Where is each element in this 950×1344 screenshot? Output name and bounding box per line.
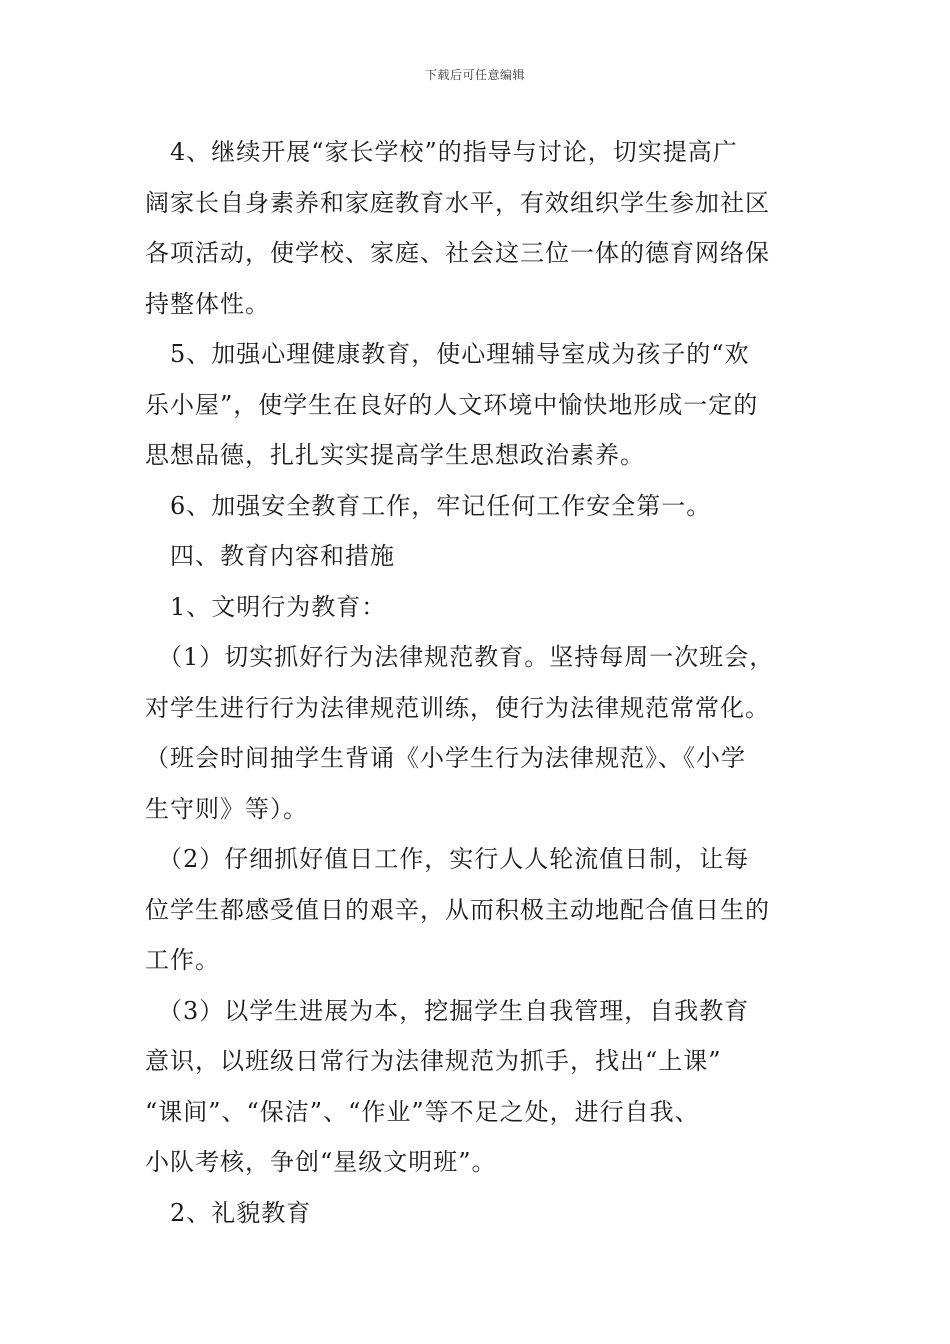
text-line: （3）以学生进展为本，挖掘学生自我管理，自我教育 xyxy=(145,996,750,1025)
text-line: 阔家长自身素养和家庭教育水平，有效组织学生参加社区 xyxy=(145,188,770,217)
subsection-heading: 1、文明行为教育： xyxy=(145,592,387,621)
text-line: 5、加强心理健康教育，使心理辅导室成为孩子的“欢 xyxy=(145,340,750,368)
section-heading: 四、教育内容和措施 xyxy=(145,542,395,570)
text-line: 持整体性。 xyxy=(145,289,270,318)
page-header: 下载后可任意编辑 xyxy=(424,68,525,82)
text-line: “课间”、“保洁”、“作业”等不足之处，进行自我、 xyxy=(145,1097,700,1126)
text-line: 思想品德，扎扎实实提高学生思想政治素养。 xyxy=(145,441,645,469)
text-line: （2）仔细抓好值日工作，实行人人轮流值日制，让每 xyxy=(145,845,750,873)
text-line: （1）切实抓好行为法律规范教育。坚持每周一次班会， xyxy=(145,643,775,671)
text-line: 4、继续开展“家长学校”的指导与讨论，切实提高广 xyxy=(145,138,738,166)
text-line: 意识，以班级日常行为法律规范为抓手，找出“上课” xyxy=(145,1047,722,1075)
text-line: 生守则》等）。 xyxy=(145,794,308,823)
text-line: 工作。 xyxy=(145,946,220,974)
text-line: 位学生都感受值日的艰辛，从而积极主动地配合值日生的 xyxy=(145,895,770,924)
text-line: 6、加强安全教育工作，牢记任何工作安全第一。 xyxy=(145,491,712,520)
text-line: 各项活动，使学校、家庭、社会这三位一体的德育网络保 xyxy=(145,239,770,267)
subsection-heading: 2、礼貌教育 xyxy=(145,1198,312,1227)
text-line: （班会时间抽学生背诵《小学生行为法律规范》、《小学 xyxy=(145,744,746,772)
text-line: 对学生进行行为法律规范训练，使行为法律规范常常化。 xyxy=(145,693,770,722)
text-line: 乐小屋”，使学生在良好的人文环境中愉快地形成一定的 xyxy=(145,390,759,419)
document-body xyxy=(145,127,813,1238)
text-line: 小队考核，争创“星级文明班”。 xyxy=(145,1148,497,1176)
